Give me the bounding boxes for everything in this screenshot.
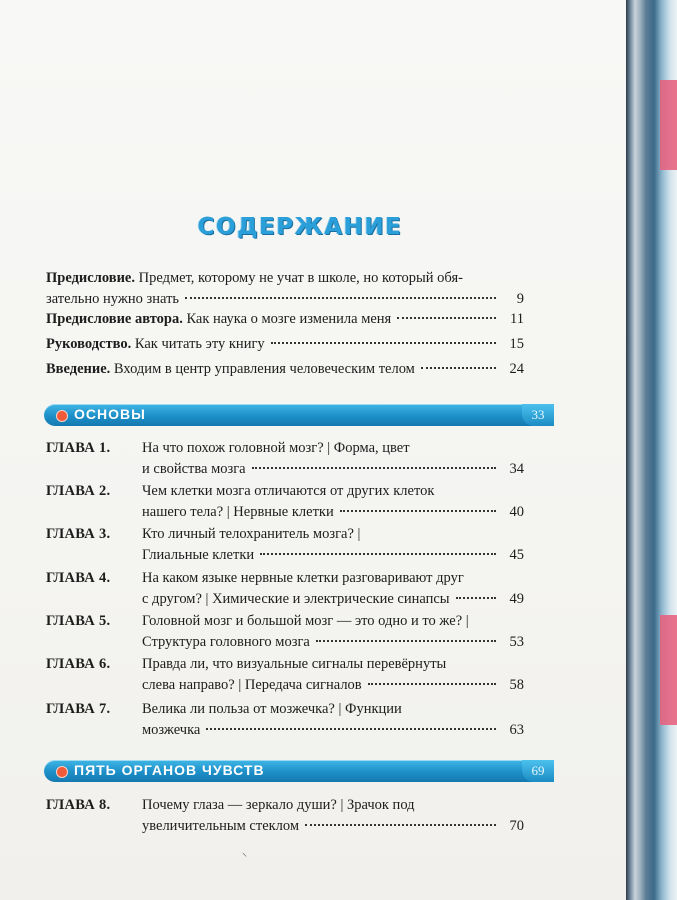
chapter-text: нашего тела? | Нервные клетки (142, 504, 334, 520)
entry-text: Входим в центр управления человеческим телом (110, 361, 415, 377)
entry-line (46, 289, 524, 310)
page-number: 40 (509, 504, 524, 520)
toc-chapter-8[interactable] (46, 795, 524, 837)
entry-line (46, 334, 524, 355)
page-number: 49 (509, 591, 524, 607)
chapter-line (142, 675, 524, 695)
chapter-line: Чем клетки мозга отличаются от других клеток (142, 483, 435, 499)
chapter-label: ГЛАВА 2. (46, 483, 111, 499)
page-number: 58 (509, 677, 524, 693)
toc-chapter-6[interactable] (46, 654, 524, 696)
entry-bold-label: Предисловие. (46, 270, 135, 286)
chapter-line (142, 589, 524, 609)
chapter-line (142, 632, 524, 652)
dot-leader (206, 728, 496, 730)
section-header-basics[interactable] (44, 404, 554, 426)
chapter-line: На что похож головной мозг? | Форма, цвет (142, 440, 410, 456)
entry-text: Как читать эту книгу (131, 336, 265, 352)
page-number: 24 (509, 361, 524, 377)
toc-entry-foreword[interactable] (46, 268, 524, 310)
chapter-line: На каком языке нервные клетки разговаривают друг (142, 570, 464, 586)
section-page-number: 69 (522, 760, 554, 782)
toc-entry-author-foreword[interactable] (46, 309, 524, 330)
page-number: 53 (509, 634, 524, 650)
entry-bold-label: Предисловие автора. (46, 311, 183, 327)
page-number: 70 (509, 818, 524, 834)
dot-leader (456, 597, 496, 599)
edge-color-band (660, 615, 677, 725)
entry-line (46, 309, 524, 330)
chapter-text: увеличительным стеклом (142, 818, 300, 834)
toc-chapter-3[interactable] (46, 524, 524, 566)
chapter-label: ГЛАВА 1. (46, 440, 111, 456)
entry-bold-label: Введение. (46, 361, 111, 377)
page-number: 11 (510, 311, 524, 327)
toc-entry-introduction[interactable] (46, 359, 524, 380)
chapter-text: мозжечка (142, 722, 201, 738)
print-speck: ⸌ (242, 852, 247, 863)
page-number: 63 (509, 722, 524, 738)
toc-chapter-5[interactable] (46, 611, 524, 653)
page-number: 45 (509, 547, 524, 563)
dot-leader (260, 553, 496, 555)
toc-chapter-7[interactable] (46, 699, 524, 741)
chapter-line: Почему глаза — зеркало души? | Зрачок под (142, 797, 415, 813)
dot-leader (305, 824, 496, 826)
chapter-label: ГЛАВА 3. (46, 526, 111, 542)
chapter-line (142, 459, 524, 479)
dot-leader (368, 683, 496, 685)
entry-text: зательно нужно знать (46, 291, 180, 307)
entry-text: Как наука о мозге изменила меня (182, 311, 392, 327)
chapter-text: и свойства мозга (142, 461, 246, 477)
chapter-text: слева направо? | Передача сигналов (142, 677, 362, 693)
edge-color-band (660, 80, 677, 170)
section-bullet-icon (56, 410, 68, 422)
toc-chapter-1[interactable] (46, 438, 524, 480)
page-number: 9 (516, 291, 524, 307)
book-page-edge (626, 0, 677, 900)
dot-leader (185, 297, 496, 299)
chapter-label: ГЛАВА 4. (46, 570, 111, 586)
chapter-label: ГЛАВА 8. (46, 797, 111, 813)
chapter-line (142, 720, 524, 740)
section-bullet-icon (56, 766, 68, 778)
section-page-number: 33 (522, 404, 554, 426)
chapter-line (142, 502, 524, 522)
dot-leader (397, 317, 496, 319)
dot-leader (316, 640, 496, 642)
entry-line (46, 359, 524, 380)
section-header-five-senses[interactable] (44, 760, 554, 782)
chapter-line (142, 816, 524, 836)
entry-line (46, 268, 524, 289)
chapter-line: Головной мозг и большой мозг — это одно и то же? | (142, 613, 469, 629)
chapter-line: Кто личный телохранитель мозга? | (142, 526, 361, 542)
chapter-label: ГЛАВА 7. (46, 701, 111, 717)
toc-chapter-4[interactable] (46, 568, 524, 610)
page-title: СОДЕРЖАНИЕ (197, 214, 403, 240)
section-title: ОСНОВЫ (74, 406, 146, 422)
dot-leader (252, 467, 496, 469)
page-number: 34 (509, 461, 524, 477)
toc-entry-guide[interactable] (46, 334, 524, 355)
chapter-text: Структура головного мозга (142, 634, 310, 650)
section-title: ПЯТЬ ОРГАНОВ ЧУВСТВ (74, 762, 265, 778)
page-number: 15 (509, 336, 524, 352)
entry-text: Предмет, которому не учат в школе, но который обя- (134, 270, 463, 286)
chapter-label: ГЛАВА 6. (46, 656, 111, 672)
chapter-text: Глиальные клетки (142, 547, 255, 563)
chapter-text: с другом? | Химические и электрические синапсы (142, 591, 450, 607)
chapter-label: ГЛАВА 5. (46, 613, 111, 629)
chapter-line: Правда ли, что визуальные сигналы перевёрнуты (142, 656, 447, 672)
dot-leader (421, 367, 496, 369)
toc-chapter-2[interactable] (46, 481, 524, 523)
chapter-line (142, 545, 524, 565)
entry-bold-label: Руководство. (46, 336, 132, 352)
dot-leader (271, 342, 496, 344)
dot-leader (340, 510, 496, 512)
chapter-line: Велика ли польза от мозжечка? | Функции (142, 701, 402, 717)
